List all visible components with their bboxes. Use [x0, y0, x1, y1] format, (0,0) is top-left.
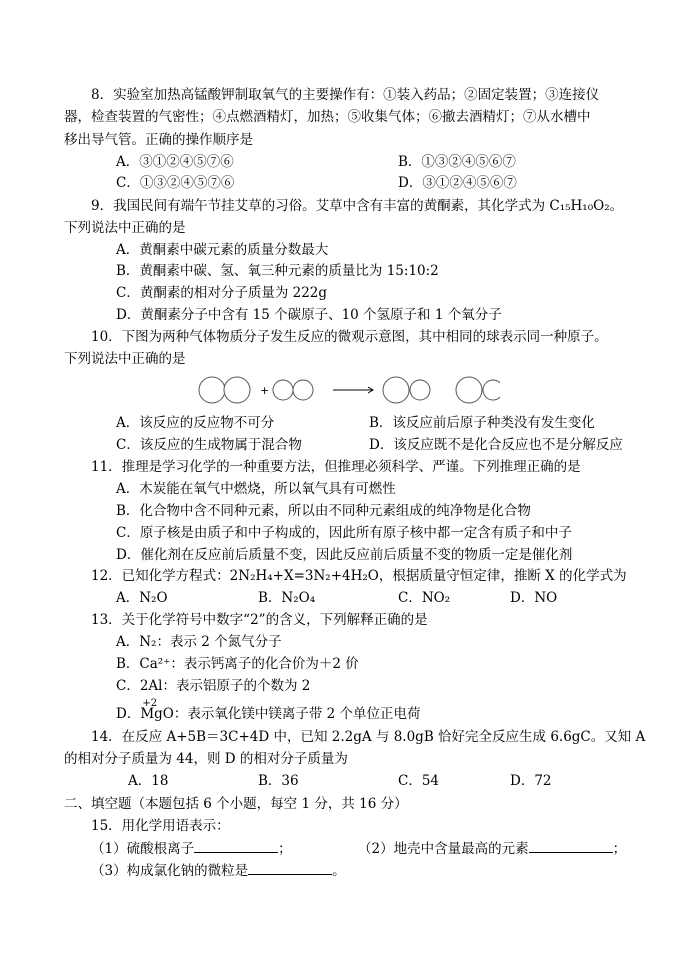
q8-stem-line1: 8．实验室加热高锰酸钾制取氧气的主要操作有：①装入药品；②固定装置；③连接仪 [91, 87, 600, 103]
q10-option-c: C．该反应的生成物属于混合物 [116, 437, 302, 453]
q15-part1 [91, 839, 292, 858]
q11-option-a: A．木炭能在氧气中燃烧，所以氧气具有可燃性 [116, 481, 396, 497]
reaction-diagram [190, 372, 500, 408]
q13-stem-line1: 13．关于化学符号中数字“2”的含义，下列解释正确的是 [91, 612, 428, 628]
q11-option-c: C．原子核是由质子和中子构成的，因此所有原子核中都一定含有质子和中子 [116, 525, 572, 541]
q14-option-a: A．18 [128, 773, 169, 789]
q9-stem-line2: 下列说法中正确的是 [64, 220, 186, 236]
q9-option-d: D．黄酮素分子中含有 15 个碳原子、10 个氢原子和 1 个氧分子 [116, 307, 502, 323]
q9-option-a: A．黄酮素中碳元素的质量分数最大 [116, 242, 329, 258]
q12-option-c: C．NO₂ [398, 590, 451, 606]
reactant1-atom-b [224, 377, 250, 403]
q12-stem-line1: 12．已知化学方程式：2N₂H₄+X=3N₂+4H₂O，根据质量守恒定律，推断 X 的化学式为 [91, 568, 627, 584]
q12-option-d: D．NO [510, 590, 558, 606]
reactant1-atom-a [199, 377, 225, 403]
q15-part3-end: 。 [332, 863, 346, 879]
q15-part2-end: ； [612, 841, 627, 857]
q15-part3-blank[interactable] [248, 861, 332, 875]
q14-option-c: C．54 [398, 773, 440, 789]
q13-option-b: B．Ca²⁺：表示钙离子的化合价为＋2 价 [116, 656, 359, 672]
q9-option-b: B．黄酮素中碳、氢、氧三种元素的质量比为 15:10:2 [116, 263, 439, 279]
q8-option-a: A．③①②④⑤⑦⑥ [116, 154, 234, 170]
q13-option-c: C．2Al：表示铝原子的个数为 2 [116, 678, 311, 694]
product2-atom-large [456, 377, 482, 403]
q13-option-d-symbol-wrap [140, 698, 174, 723]
q14-stem-line1: 14．在反应 A+5B＝3C+4D 中，已知 2.2gA 与 8.0gB 恰好完全反应生成 6.6gC。又知 A [91, 729, 646, 745]
q11-option-b: B．化合物中含不同种元素，所以由不同种元素组成的纯净物是化合物 [116, 503, 531, 519]
q10-option-a: A．该反应的反应物不可分 [116, 415, 275, 431]
q15-part3 [91, 861, 346, 880]
q8-stem-line3: 移出导气管。正确的操作顺序是 [64, 132, 253, 148]
q9-option-c: C．黄酮素的相对分子质量为 222g [116, 285, 328, 301]
product2-atom-small [483, 380, 500, 400]
q13-option-d-symbol: MgO [140, 706, 174, 722]
q13-option-d-prefix: D． [116, 706, 141, 722]
q15-part2-label: （2）地壳中含量最高的元素 [358, 841, 529, 857]
q11-stem-line1: 11．推理是学习化学的一种重要方法，但推理必须科学、严谨。下列推理正确的是 [91, 459, 581, 475]
q15-part1-blank[interactable] [194, 839, 278, 853]
q10-stem-line1: 10．下图为两种气体物质分子发生反应的微观示意图，其中相同的球表示同一种原子。 [91, 329, 608, 345]
q13-option-d-valence-mark: +2 [142, 698, 158, 709]
product1-atom-small [410, 380, 430, 400]
q15-stem-line1: 15．用化学用语表示： [91, 818, 230, 834]
q13-option-a: A．N₂：表示 2 个氮气分子 [116, 634, 282, 650]
q15-part3-label: （3）构成氯化钠的微粒是 [91, 863, 249, 879]
q12-option-b: B．N₂O₄ [258, 590, 316, 606]
q8-stem-line2: 器，检查装置的气密性；④点燃酒精灯，加热；⑤收集气体；⑥撤去酒精灯；⑦从水槽中 [64, 109, 591, 125]
reactant2-atom-b [293, 380, 313, 400]
section2-title: 二、填空题（本题包括 6 个小题，每空 1 分，共 16 分） [64, 796, 408, 812]
q15-part2-blank[interactable] [529, 839, 613, 853]
q11-option-d: D．催化剂在反应前后质量不变，因此反应前后质量不变的物质一定是催化剂 [116, 547, 573, 563]
q15-part1-end: ； [278, 841, 292, 857]
q10-stem-line2: 下列说法中正确的是 [64, 351, 186, 367]
q10-option-d: D．该反应既不是化合反应也不是分解反应 [369, 437, 623, 453]
q13-option-d [116, 698, 421, 723]
q15-part2 [358, 839, 626, 858]
q8-option-c: C．①③②④⑤⑦⑥ [116, 175, 235, 191]
q15-part1-label: （1）硫酸根离子 [91, 841, 195, 857]
q13-option-d-text: ：表示氧化镁中镁离子带 2 个单位正电荷 [173, 706, 421, 722]
q14-option-b: B．36 [258, 773, 299, 789]
q9-stem-line1: 9．我国民间有端午节挂艾草的习俗。艾草中含有丰富的黄酮素，其化学式为 C₁₅H₁₀O₂。 [91, 198, 624, 214]
q10-option-b: B．该反应前后原子种类没有发生变化 [369, 415, 595, 431]
product1-atom-large [383, 377, 409, 403]
q14-stem-line2: 的相对分子质量为 44，则 D 的相对分子质量为 [64, 751, 348, 767]
q8-option-b: B．①③②④⑤⑥⑦ [398, 154, 516, 170]
plus-sign: + [260, 384, 270, 397]
q14-option-d: D．72 [510, 773, 552, 789]
q8-option-d: D．③①②④⑤⑥⑦ [398, 175, 517, 191]
reactant2-atom-a [273, 380, 293, 400]
q12-option-a: A．N₂O [116, 590, 168, 606]
